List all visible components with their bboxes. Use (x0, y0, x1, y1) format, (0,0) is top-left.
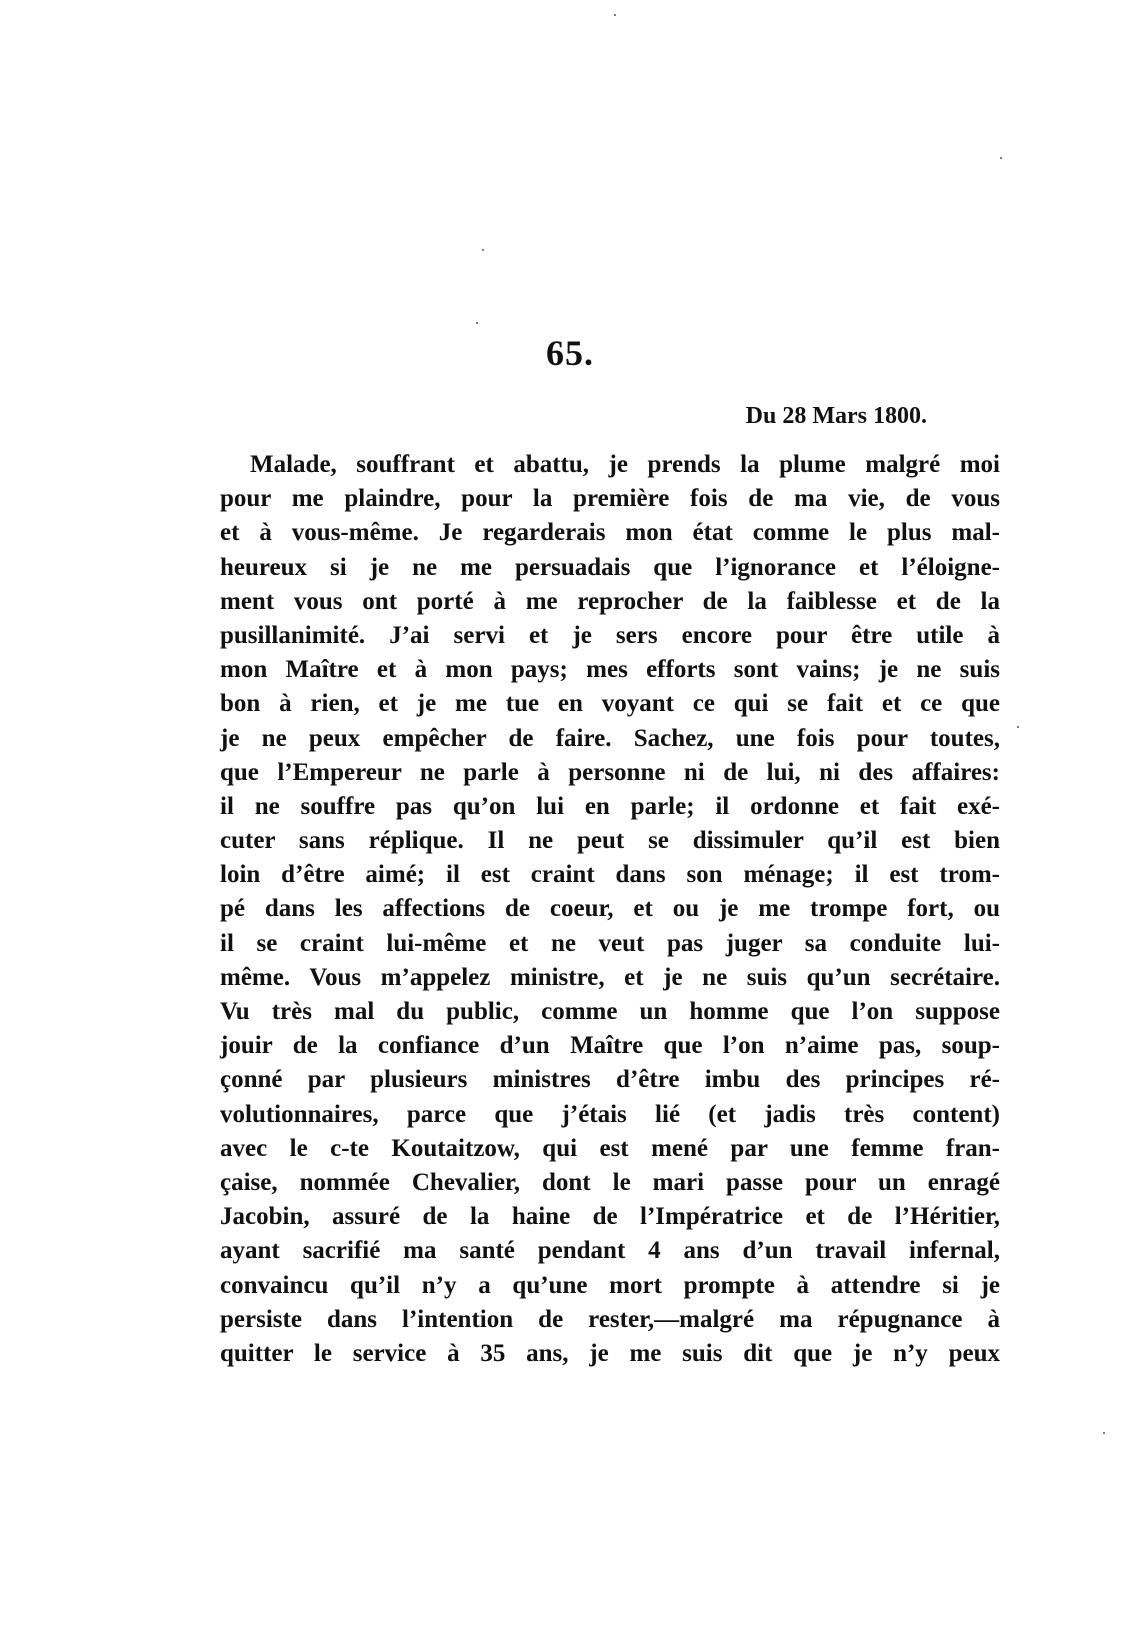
letter-number: 65. (546, 333, 594, 373)
text-line: Malade, souffrant et abattu, je prends la plume malgré moi (250, 451, 1000, 478)
text-line: Vu très mal du public, comme un homme que l’on suppose (220, 998, 1000, 1025)
text-line: heureux si je ne me persuadais que l’ignorance et l’éloigne- (220, 553, 1000, 581)
text-line: pusillanimité. J’ai servi et je sers encore pour être utile à (220, 621, 1000, 649)
scan-speck (614, 14, 616, 16)
text-line: persiste dans l’intention de rester,—malgré ma répugnance à (220, 1305, 1000, 1333)
text-line: çaise, nommée Chevalier, dont le mari passe pour un enragé (220, 1168, 1000, 1196)
letter-body (220, 448, 1000, 1371)
text-line: mon Maître et à mon pays; mes efforts sont vains; je ne suis (220, 656, 1000, 684)
text-line: ment vous ont porté à me reprocher de la faiblesse et de la (220, 587, 1000, 615)
text-line: je ne peux empêcher de faire. Sachez, une fois pour toutes, (220, 724, 1000, 752)
text-line: il ne souffre pas qu’on lui en parle; il ordonne et fait exé- (220, 792, 1000, 820)
text-line: jouir de la confiance d’un Maître que l’on n’aime pas, soup- (220, 1032, 1000, 1060)
text-line: quitter le service à 35 ans, je me suis dit que je n’y peux (220, 1339, 1000, 1367)
text-line: avec le c-te Koutaitzow, qui est mené par une femme fran- (220, 1134, 1000, 1162)
text-line: Jacobin, assuré de la haine de l’Impératrice et de l’Héritier, (220, 1203, 1000, 1231)
text-line: et à vous-même. Je regarderais mon état comme le plus mal- (220, 519, 1000, 547)
text-line: même. Vous m’appelez ministre, et je ne suis qu’un secrétaire. (220, 963, 1000, 991)
scan-speck (476, 322, 478, 324)
text-line: pé dans les affections de coeur, et ou je me trompe fort, ou (220, 895, 1000, 923)
text-line: çonné par plusieurs ministres d’être imbu des principes ré- (220, 1066, 1000, 1094)
text-line: cuter sans réplique. Il ne peut se dissimuler qu’il est bien (220, 827, 1000, 855)
scan-speck (1017, 726, 1019, 728)
text-line: ayant sacrifié ma santé pendant 4 ans d’un travail infernal, (220, 1237, 1000, 1265)
scan-speck (1103, 1432, 1105, 1434)
text-line: pour me plaindre, pour la première fois de ma vie, de vous (220, 485, 1000, 513)
text-line: il se craint lui-même et ne veut pas juger sa conduite lui- (220, 929, 1000, 957)
text-line: volutionnaires, parce que j’étais lié (et jadis très content) (220, 1100, 1000, 1128)
letter-date: Du 28 Mars 1800. (745, 403, 927, 429)
text-line: que l’Empereur ne parle à personne ni de lui, ni des affaires: (220, 758, 1000, 786)
text-line: convaincu qu’il n’y a qu’une mort prompte à attendre si je (220, 1271, 1000, 1299)
scan-speck (482, 249, 484, 251)
text-line: loin d’être aimé; il est craint dans son ménage; il est trom- (220, 861, 1000, 889)
scan-speck (1000, 157, 1002, 159)
text-line: bon à rien, et je me tue en voyant ce qui se fait et ce que (220, 690, 1000, 718)
